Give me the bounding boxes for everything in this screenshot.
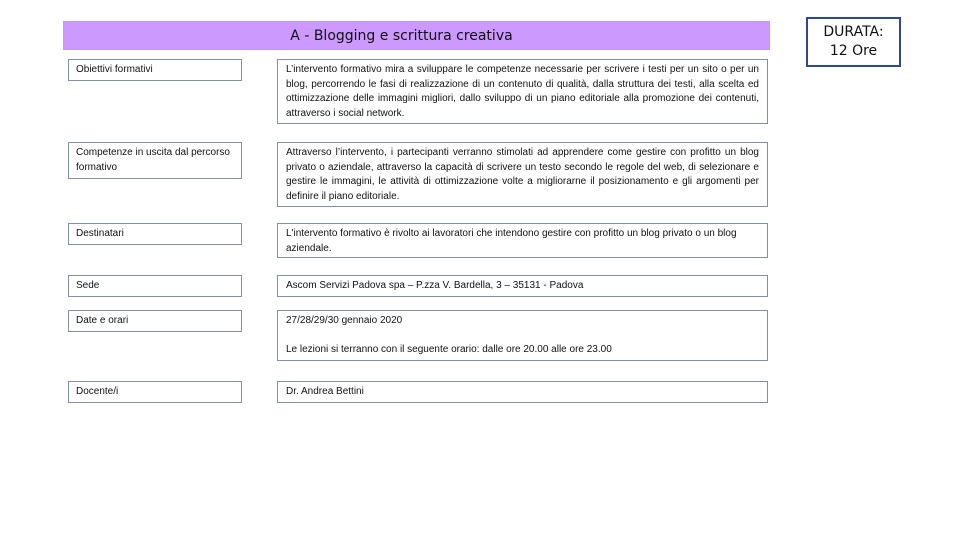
row-label-text: Date e orari: [76, 314, 129, 326]
row-value-dates-text: 27/28/29/30 gennaio 2020: [286, 315, 403, 326]
row-value-text: L’intervento formativo mira a sviluppare le competenze necessarie per scrivere i testi per un sito o per un blog, percorrendo le fasi di realizzazione di un contenuto di qualità, dalla struttura dei testi, alla scelta ed ottimizzazione delle immagini migliori, dallo sviluppo di un piano editoriale alla promozione dei contenuti, attraverso i social network.: [286, 64, 759, 119]
row-value-location: [277, 275, 768, 297]
row-value-text: Dr. Andrea Bettini: [286, 386, 364, 397]
row-value-teacher: [277, 381, 768, 403]
duration-box: [806, 17, 901, 67]
row-value-dates: [277, 310, 768, 361]
row-label-dates: [68, 310, 242, 332]
duration-label: DURATA:: [823, 24, 884, 40]
row-label-location: [68, 275, 242, 297]
row-label-text: Obiettivi formativi: [76, 63, 153, 75]
row-label-text: Destinatari: [76, 227, 124, 239]
row-value-text: Ascom Servizi Padova spa – P.zza V. Bardella, 3 – 35131 - Padova: [286, 280, 584, 291]
row-label-competences: [68, 142, 242, 179]
row-label-teacher: [68, 381, 242, 403]
row-value-text: Attraverso l’intervento, i partecipanti verranno stimolati ad apprendere come gestire con profitto un blog privato o aziendale, attraverso la capacità di scrivere un testo secondo le regole del web, di selezionare e gestire le immagini, le attività di ottimizzazione volte a migliorarne il posizionamento e gli argomenti per definire il piano editoriale.: [286, 147, 759, 202]
row-value-objectives: [277, 59, 768, 124]
row-value-text: L'intervento formativo è rivolto ai lavoratori che intendono gestire con profitto un blog privato o un blog aziendale.: [286, 228, 737, 254]
duration-value: 12 Ore: [829, 43, 878, 59]
row-label-recipients: [68, 223, 242, 245]
course-title-bar: [63, 21, 770, 50]
row-label-objectives: [68, 59, 242, 81]
row-value-competences: [277, 142, 768, 207]
row-label-text: Docente/i: [76, 385, 119, 397]
course-title: A - Blogging e scrittura creativa: [290, 27, 513, 44]
row-label-text: Competenze in uscita dal percorso formativo: [76, 147, 230, 173]
row-value-schedule-text: Le lezioni si terranno con il seguente orario: dalle ore 20.00 alle ore 23.00: [286, 343, 612, 355]
row-value-recipients: [277, 223, 768, 258]
row-label-text: Sede: [76, 279, 100, 291]
